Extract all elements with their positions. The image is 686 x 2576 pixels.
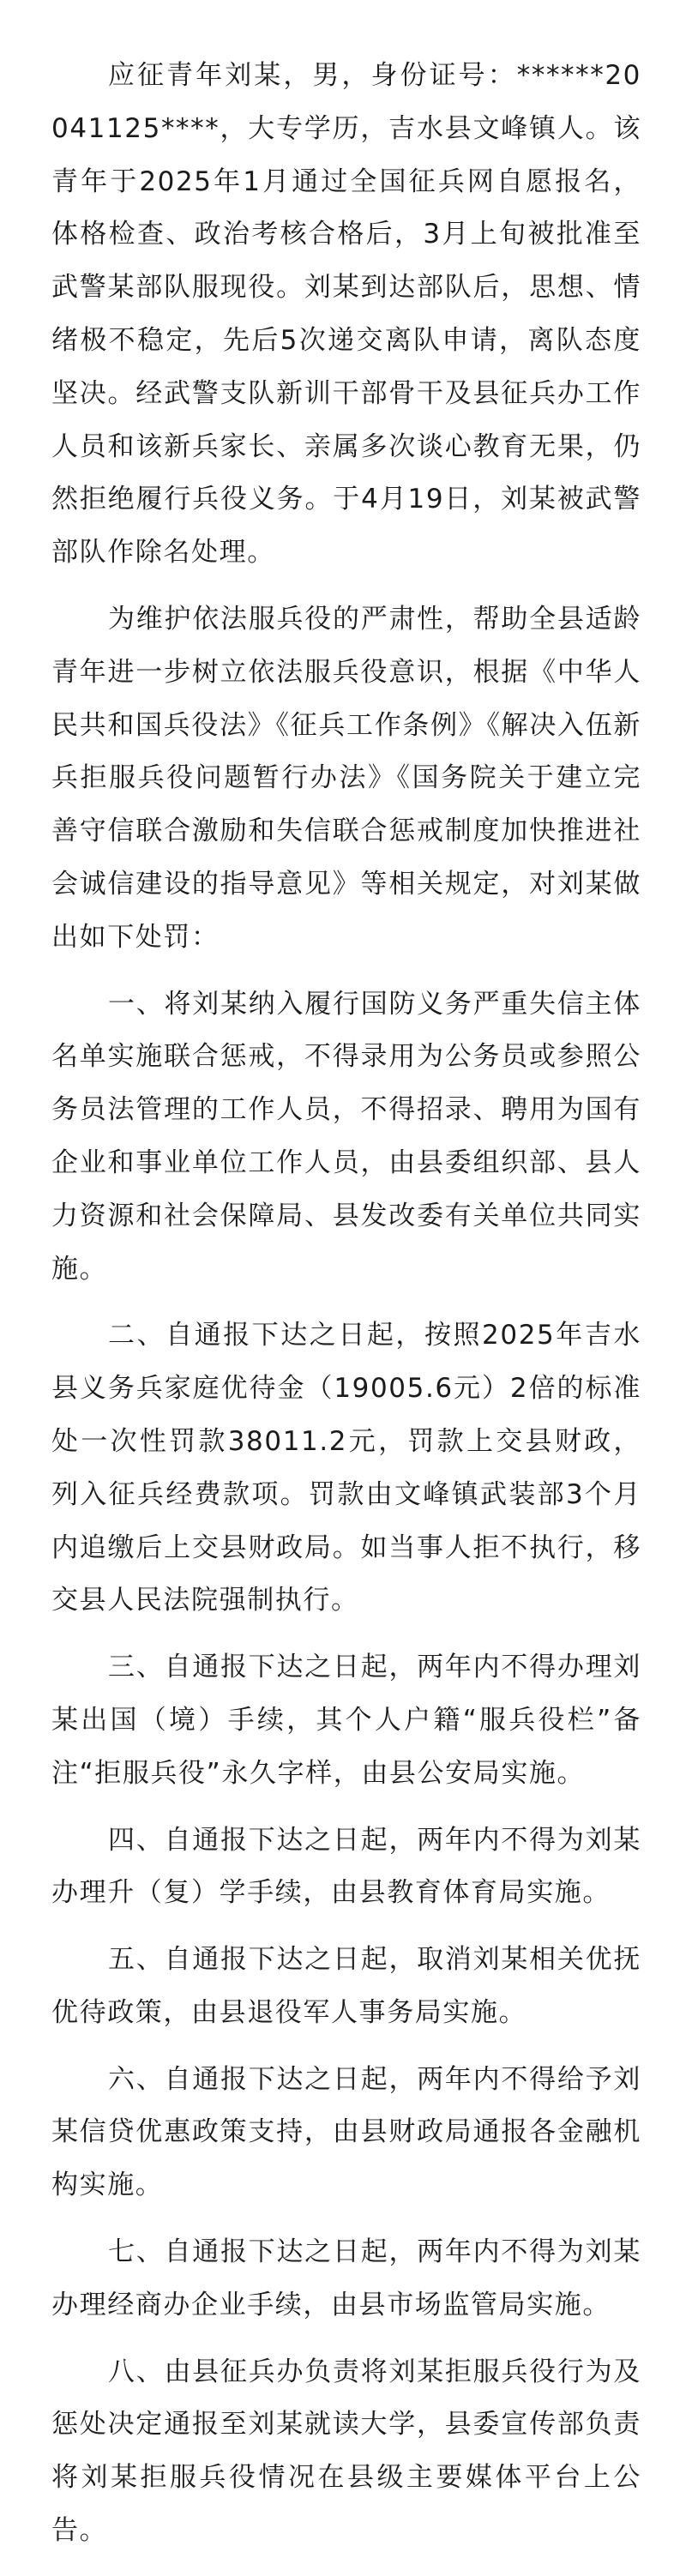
paragraph-penalty-4: 四、自通报下达之日起，两年内不得为刘某办理升（复）学手续，由县教育体育局实施。 bbox=[51, 1824, 641, 1909]
paragraph-penalty-2: 二、自通报下达之日起，按照2025年吉水县义务兵家庭优待金（19005.6元）2倍的标准处一次性罚款38011.2元，罚款上交县财政，列入征兵经费款项。罚款由文峰镇武装部3个月内追缴后上交县财政局。如当事人拒不执行，移交县人民法院强制执行。 bbox=[51, 1320, 641, 1616]
paragraph-penalty-5: 五、自通报下达之日起，取消刘某相关优抚优待政策，由县退役军人事务局实施。 bbox=[51, 1944, 641, 2028]
paragraph-legal-basis: 为维护依法服兵役的严肃性，帮助全县适龄青年进一步树立依法服兵役意识，根据《中华人民共和国兵役法》《征兵工作条例》《解决入伍新兵拒服兵役问题暂行办法》《国务院关于建立完善守信联合激励和失信联合惩戒制度加快推进社会诚信建设的指导意见》等相关规定，对刘某做出如下处罚： bbox=[51, 603, 641, 953]
paragraph-case-summary: 应征青年刘某，男，身份证号：******20041125****，大专学历，吉水县文峰镇人。该青年于2025年1月通过全国征兵网自愿报名，体格检查、政治考核合格后，3月上旬被批准至武警某部队服现役。刘某到达部队后，思想、情绪极不稳定，先后5次递交离队申请，离队态度坚决。经武警支队新训干部骨干及县征兵办工作人员和该新兵家长、亲属多次谈心教育无果，仍然拒绝履行兵役义务。于4月19日，刘某被武警部队作除名处理。 bbox=[51, 60, 641, 569]
paragraph-penalty-7: 七、自通报下达之日起，两年内不得为刘某办理经商办企业手续，由县市场监管局实施。 bbox=[51, 2236, 641, 2320]
paragraph-penalty-1: 一、将刘某纳入履行国防义务严重失信主体名单实施联合惩戒，不得录用为公务员或参照公务员法管理的工作人员，不得招录、聘用为国有企业和事业单位工作人员，由县委组织部、县人力资源和社会保障局、县发改委有关单位共同实施。 bbox=[51, 988, 641, 1285]
paragraph-penalty-3: 三、自通报下达之日起，两年内不得办理刘某出国（境）手续，其个人户籍“服兵役栏”备注“拒服兵役”永久字样，由县公安局实施。 bbox=[51, 1652, 641, 1789]
paragraph-penalty-6: 六、自通报下达之日起，两年内不得给予刘某信贷优惠政策支持，由县财政局通报各金融机构实施。 bbox=[51, 2063, 641, 2201]
paragraph-penalty-8: 八、由县征兵办负责将刘某拒服兵役行为及惩处决定通报至刘某就读大学，县委宣传部负责将刘某拒服兵役情况在县级主要媒体平台上公告。 bbox=[51, 2356, 641, 2547]
